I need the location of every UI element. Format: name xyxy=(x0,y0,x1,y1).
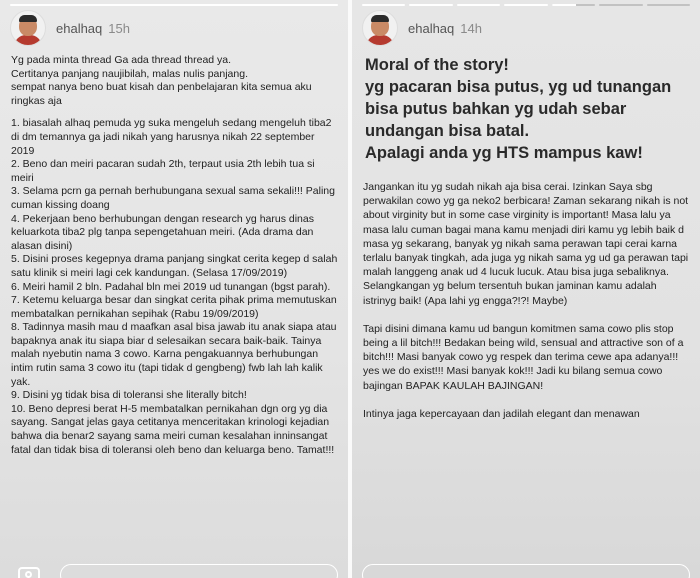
story-progress-bar xyxy=(362,4,690,6)
profile-avatar[interactable] xyxy=(10,10,46,46)
story-text xyxy=(363,180,692,435)
moral-heading xyxy=(365,54,694,164)
story-header xyxy=(362,10,482,46)
story-paragraph: Jangankan itu yg sudah nikah aja bisa cerai. Izinkan Saya sbg perwakilan cowo yg ga neko2 berbicara! Zaman sekarang nikah is not about virginity but in some case virginity is important! Masa lalu ya masa lalu cuman bagai mana kamu menjadi diri kamu yg lebih baik d masa yg sekarang, banyak yg nikah sama perawan tapi cerai karna terlalu banyak tingkah, ada juga yg nikah sama yg ud ga perawan tapi malah langgeng anak ud 4 lucuk lucuk. Atau bisa juga sebaliknya. Selangkangan yg belum tersentuh bukan jaminan kamu adalah istrinyg baik! (Apa lahi yg engga?!?! Maybe) xyxy=(363,181,689,307)
progress-segment xyxy=(457,4,500,6)
intro-line: Certitanya panjang naujibilah, malas nulis panjang. xyxy=(11,67,248,80)
moral-line: yg pacaran bisa putus, yg ud tunangan bisa putus bahkan yg udah sebar undangan bisa batal. xyxy=(365,78,672,140)
moral-line: Apalagi anda yg HTS mampus kaw! xyxy=(365,144,643,162)
story-panel-left[interactable] xyxy=(0,0,348,578)
list-item: 6. Meiri hamil 2 bln. Padahal bln mei 2019 ud tunangan (bgst parah). xyxy=(11,280,331,293)
story-timestamp: 14h xyxy=(460,20,482,36)
list-item: 10. Beno depresi berat H-5 membatalkan pernikahan dgn org yg dia sayang. Sangat jelas gaya cetitanya menceritakan krinologi kejadian bahwa dia benar2 sayang sama meiri cuman kesalahan inninsangat fatal dan tidak bisa di toleransi oleh beno dan keluarga beno. Tamat!!! xyxy=(11,402,335,456)
username[interactable]: ehalhaq xyxy=(56,20,103,36)
progress-segment xyxy=(552,4,595,6)
story-panel-right[interactable] xyxy=(352,0,700,578)
list-item: 5. Disini proses kegepnya drama panjang singkat cerita kegep d salah satu klinik si meiri lagi cek kandungan. (Selasa 17/09/2019) xyxy=(11,253,338,279)
story-text xyxy=(11,54,340,457)
progress-segment xyxy=(362,4,405,6)
list-item: 3. Selama pcrn ga pernah berhubungana sexual sama sekali!!! Paling cuman kissing doang xyxy=(11,185,335,211)
intro-line: sempat nanya beno buat kisah dan penbelajaran kita semua aku ringkas aja xyxy=(11,81,312,107)
progress-segment xyxy=(409,4,452,6)
progress-fill xyxy=(362,4,405,6)
reply-input[interactable] xyxy=(362,564,690,578)
progress-fill xyxy=(409,4,452,6)
progress-fill xyxy=(10,4,338,6)
list-item: 2. Beno dan meiri pacaran sudah 2th, terpaut usia 2th lebih tua si meiri xyxy=(11,158,315,184)
story-list xyxy=(11,117,340,457)
progress-fill xyxy=(504,4,547,6)
story-footer xyxy=(0,564,348,578)
story-footer xyxy=(352,564,700,578)
list-item: 7. Ketemu keluarga besar dan singkat cerita pihak prima memutuskan membatalkan pernikahan sepihak (Rabu 19/09/2019) xyxy=(11,294,337,320)
story-progress-bar xyxy=(10,4,338,6)
reply-input[interactable] xyxy=(60,564,338,578)
list-item: 1. biasalah alhaq pemuda yg suka mengeluh sedang mengeluh tiba2 di dm temannya ga jadi nikah yang harusnya nikah 22 september 2019 xyxy=(11,117,332,157)
progress-fill xyxy=(457,4,500,6)
story-timestamp: 15h xyxy=(108,20,130,36)
progress-segment xyxy=(504,4,547,6)
username[interactable]: ehalhaq xyxy=(408,20,455,36)
progress-segment xyxy=(10,4,338,6)
list-item: 8. Tadinnya masih mau d maafkan asal bisa jawab itu anak siapa atau bapaknya anak itu siapa biar d selesaikan secara baik-baik. Tainya malah nyebutin nama 3 cowo. Karna pengakuannya berhubungan intim rutin sama 3 cowo itu (tapi tidak d gengbeng) fwb lah lah kalik yak. xyxy=(11,321,337,388)
list-item: 9. Disini yg tidak bisa di toleransi she literally bitch! xyxy=(11,389,247,402)
progress-segment xyxy=(599,4,642,6)
intro-line: Yg pada minta thread Ga ada thread thread ya. xyxy=(11,54,232,66)
moral-line: Moral of the story! xyxy=(365,56,509,74)
profile-avatar[interactable] xyxy=(362,10,398,46)
list-item: 4. Pekerjaan beno berhubungan dengan research yg harus dinas keluarkota tiba2 plg tanpa sepengetahuan meiri. (Ada drama dan alasan disini) xyxy=(11,212,314,252)
story-paragraph: Intinya jaga kepercayaan dan jadilah elegant dan menawan xyxy=(363,407,640,420)
progress-fill xyxy=(552,4,576,6)
story-paragraph: Tapi disini dimana kamu ud bangun komitmen sama cowo plis stop being a lil bitch!!! Bedakan being wild, sensual and attractive son of a bitch!!! Masi banyak cowo yg respek dan terima cewe apa adanya!!! yes we do exist!!! Masi banyak kok!!! Jadi ku bilang semua cowo bajingan BAPAK KAULAH BAJINGAN! xyxy=(363,322,684,392)
progress-segment xyxy=(647,4,690,6)
camera-icon[interactable] xyxy=(18,567,40,578)
story-header xyxy=(10,10,130,46)
